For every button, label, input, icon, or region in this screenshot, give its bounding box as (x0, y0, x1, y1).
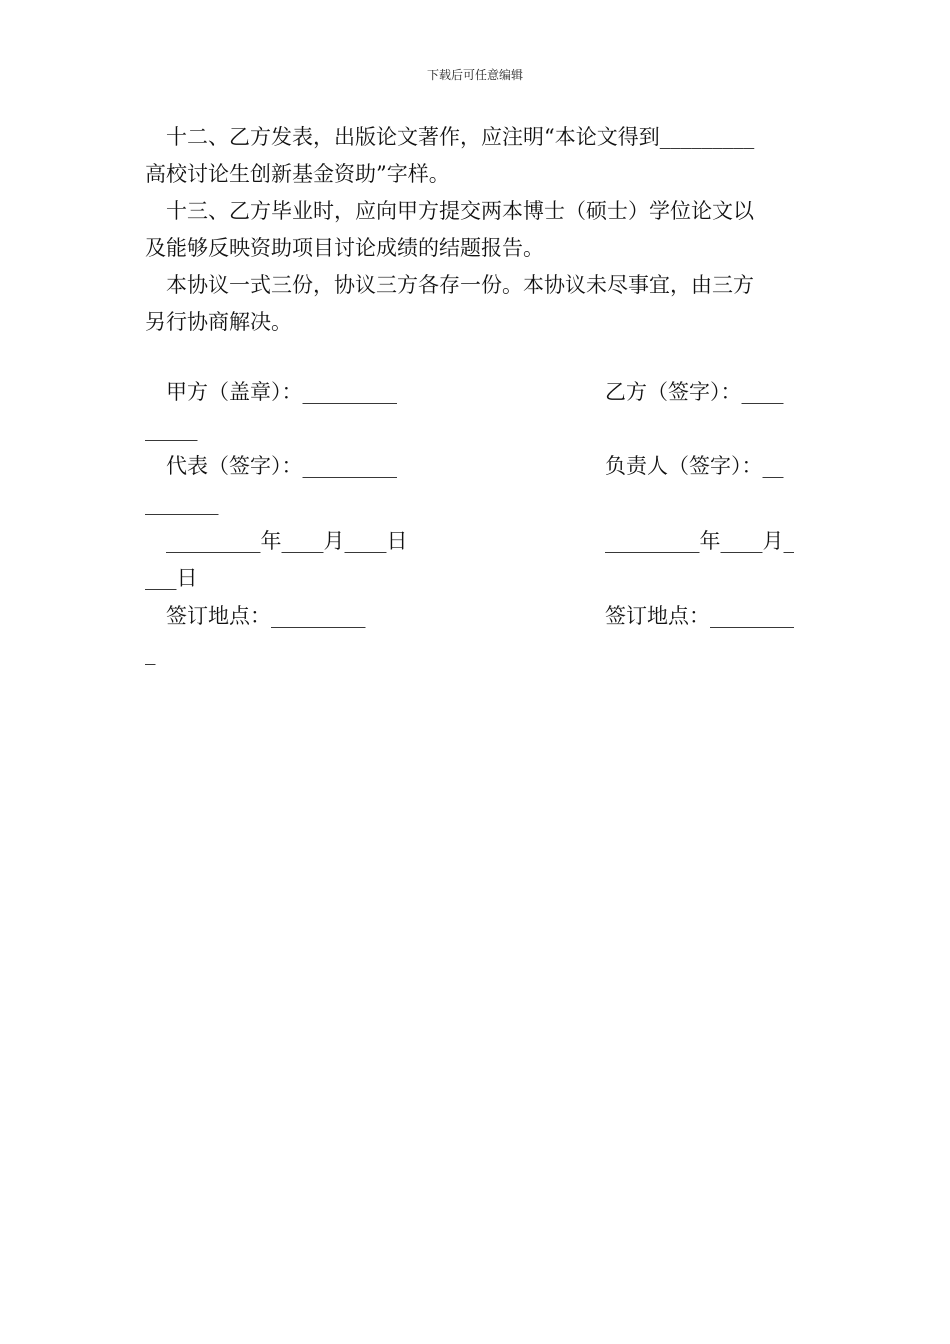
clause-13-line-1: 十三、乙方毕业时，应向甲方提交两本博士（硕士）学位论文以 (145, 199, 754, 223)
party-b-signature: 乙方（签字）：____ (605, 380, 784, 404)
signing-place-left: 签订地点：_________ (145, 604, 366, 628)
clause-12-line-1: 十二、乙方发表，出版论文著作，应注明“本论文得到_________ (145, 125, 755, 149)
party-b-signature-wrap: _____ (145, 417, 198, 441)
signing-place-right: 签订地点：________ (605, 604, 794, 628)
clause-12-line-2: 高校讨论生创新基金资助”字样。 (145, 162, 450, 186)
closing-line-1: 本协议一式三份，协议三方各存一份。本协议未尽事宜，由三方 (145, 273, 754, 297)
page-header: 下载后可任意编辑 (426, 68, 523, 82)
date-right-wrap: ___日 (145, 566, 198, 590)
clause-13-line-2: 及能够反映资助项目讨论成绩的结题报告。 (145, 236, 544, 260)
signing-place-right-wrap: _ (145, 641, 156, 665)
responsible-person-signature-wrap: _______ (145, 491, 219, 515)
responsible-person-signature: 负责人（签字）：__ (605, 454, 784, 478)
party-a-seal: 甲方（盖章）：_________ (145, 380, 397, 404)
closing-line-2: 另行协商解决。 (145, 310, 292, 334)
date-right: _________年____月_ (605, 529, 794, 553)
date-left: _________年____月____日 (145, 529, 408, 553)
representative-signature: 代表（签字）：_________ (145, 454, 397, 478)
